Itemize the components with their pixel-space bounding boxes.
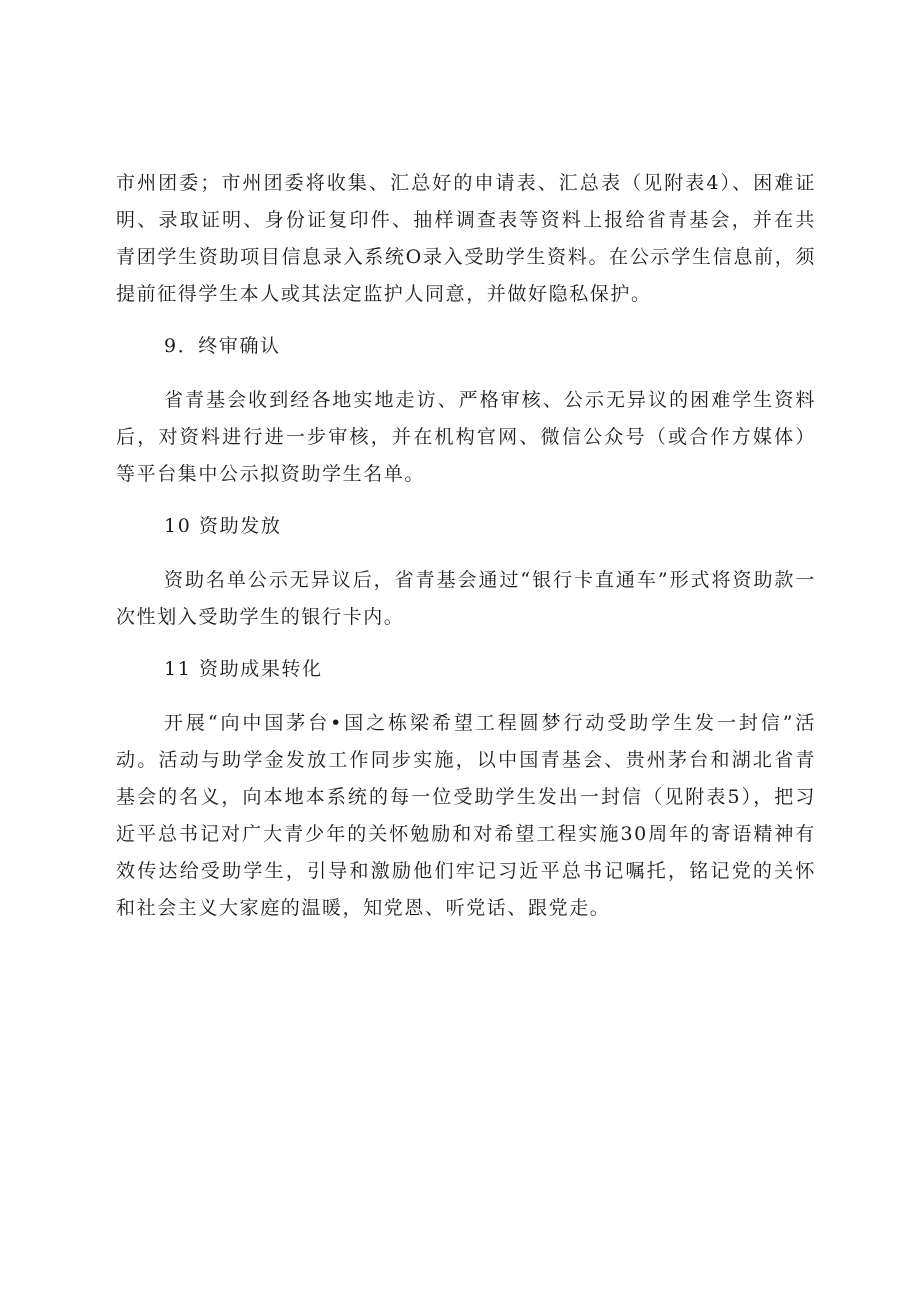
spacer: [116, 688, 816, 705]
paragraph-results-transformation: 开展“向中国茅台•国之栋梁希望工程圆梦行动受助学生发一封信”活动。活动与助学金发放工作同步实施，以中国青基会、贵州茅台和湖北省青基会的名义，向本地本系统的每一位受助学生发出一封信（见附表5），把习近平总书记对广大青少年的关怀勉励和对希望工程实施30周年的寄语精神有效传达给受助学生，引导和激励他们牢记习近平总书记嘱托，铭记党的关怀和社会主义大家庭的温暖，知党恩、听党话、跟党走。: [116, 712, 816, 919]
spacer: [116, 545, 816, 562]
document-body: [116, 165, 816, 927]
spacer: [116, 365, 816, 382]
paragraph-funding-distribution: 资助名单公示无异议后，省青基会通过“银行卡直通车”形式将资助款一次性划入受助学生的银行卡内。: [116, 569, 816, 628]
paragraph-final-review: 省青基会收到经各地实地走访、严格审核、公示无异议的困难学生资料后，对资料进行进一步审核，并在机构官网、微信公众号（或合作方媒体）等平台集中公示拟资助学生名单。: [116, 389, 816, 485]
heading-results-transformation: 11 资助成果转化: [164, 658, 323, 680]
spacer: [116, 313, 816, 328]
spacer: [116, 493, 816, 508]
heading-funding-distribution: 10 资助发放: [164, 515, 282, 537]
paragraph-submission: 市州团委；市州团委将收集、汇总好的申请表、汇总表（见附表4）、困难证明、录取证明、身份证复印件、抽样调查表等资料上报给省青基会，并在共青团学生资助项目信息录入系统O录入受助学生资料。在公示学生信息前，须提前征得学生本人或其法定监护人同意，并做好隐私保护。: [116, 172, 816, 305]
heading-final-review: 9．终审确认: [164, 335, 281, 357]
spacer: [116, 636, 816, 651]
